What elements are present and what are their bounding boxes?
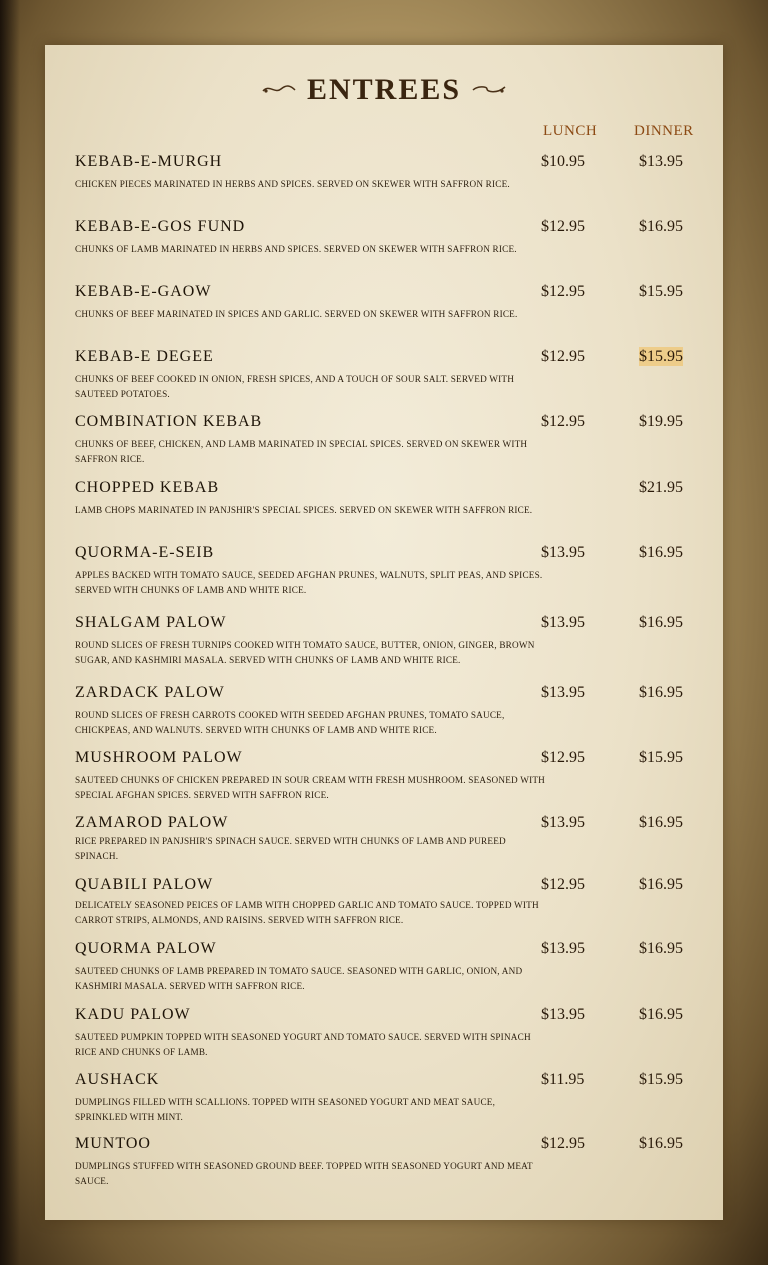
paper-edge-shadow (0, 0, 20, 1265)
item-name: MUNTOO (75, 1135, 151, 1152)
price-highlight: $15.95 (639, 348, 683, 365)
item-name: KADU PALOW (75, 1006, 191, 1023)
item-description: CHUNKS OF BEEF MARINATED IN SPICES AND GARLIC. SERVED ON SKEWER WITH SAFFRON RICE. (75, 309, 518, 319)
menu-page (45, 45, 723, 1220)
item-description: CHUNKS OF BEEF COOKED IN ONION, FRESH SPICES, AND A TOUCH OF SOUR SALT. SERVED WITH SAUTEED POTATOES. (75, 374, 515, 399)
item-name: KEBAB-E-MURGH (75, 153, 223, 170)
column-header-lunch: LUNCH (543, 123, 598, 139)
dinner-price: $16.95 (639, 876, 683, 893)
lunch-price: $12.95 (541, 413, 585, 430)
lunch-price: $12.95 (541, 876, 585, 893)
item-description: CHUNKS OF BEEF, CHICKEN, AND LAMB MARINATED IN SPECIAL SPICES. SERVED ON SKEWER WITH SAFFRON RICE. (75, 439, 528, 464)
item-name: KEBAB-E DEGEE (75, 348, 214, 365)
item-name: QUORMA-E-SEIB (75, 544, 215, 561)
lunch-price: $12.95 (541, 283, 585, 300)
item-description: DUMPLINGS FILLED WITH SCALLIONS. TOPPED WITH SEASONED YOGURT AND MEAT SAUCE, SPRINKLED WITH MINT. (75, 1097, 496, 1122)
dinner-price: $16.95 (639, 940, 683, 957)
item-description: SAUTEED PUMPKIN TOPPED WITH SEASONED YOGURT AND TOMATO SAUCE. SERVED WITH SPINACH RICE AND CHUNKS OF LAMB. (75, 1032, 531, 1057)
item-description: ROUND SLICES OF FRESH CARROTS COOKED WITH SEEDED AFGHAN PRUNES, TOMATO SAUCE, CHICKPEAS, AND WALNUTS. SERVED WITH CHUNKS OF LAMB AND WHITE RICE. (75, 710, 505, 735)
item-description: LAMB CHOPS MARINATED IN PANJSHIR'S SPECIAL SPICES. SERVED ON SKEWER WITH SAFFRON RICE. (75, 505, 533, 515)
dinner-price: $15.95 (639, 283, 683, 300)
dinner-price: $16.95 (639, 814, 683, 831)
item-description: APPLES BACKED WITH TOMATO SAUCE, SEEDED AFGHAN PRUNES, WALNUTS, SPLIT PEAS, AND SPICES. SERVED WITH CHUNKS OF LAMB AND WHITE RICE. (75, 570, 543, 595)
lunch-price: $11.95 (541, 1071, 585, 1088)
item-name: KEBAB-E-GAOW (75, 283, 212, 300)
lunch-price: $13.95 (541, 614, 585, 631)
dinner-price: $15.95 (639, 749, 683, 766)
item-description: DUMPLINGS STUFFED WITH SEASONED GROUND BEEF. TOPPED WITH SEASONED YOGURT AND MEAT SAUCE. (75, 1161, 533, 1186)
lunch-price: $13.95 (541, 814, 585, 831)
page-title: ENTREES (306, 73, 462, 106)
dinner-price: $15.95 (639, 1071, 683, 1088)
item-description: CHUNKS OF LAMB MARINATED IN HERBS AND SPICES. SERVED ON SKEWER WITH SAFFRON RICE. (75, 244, 517, 254)
dinner-price: $16.95 (639, 1006, 683, 1023)
dinner-price (639, 348, 683, 366)
column-header-dinner: DINNER (634, 123, 694, 139)
item-name: ZAMAROD PALOW (75, 814, 229, 831)
item-description: DELICATELY SEASONED PEICES OF LAMB WITH CHOPPED GARLIC AND TOMATO SAUCE. TOPPED WITH CARROT STRIPS, ALMONDS, AND RAISINS. SERVED WITH SAFFRON RICE. (75, 900, 539, 925)
item-name: CHOPPED KEBAB (75, 479, 220, 496)
item-name: ZARDACK PALOW (75, 684, 225, 701)
dinner-price: $13.95 (639, 153, 683, 170)
lunch-price: $12.95 (541, 218, 585, 235)
dinner-price: $21.95 (639, 479, 683, 496)
dinner-price: $16.95 (639, 544, 683, 561)
item-name: MUSHROOM PALOW (75, 749, 243, 766)
dinner-price: $16.95 (639, 684, 683, 701)
item-name: COMBINATION KEBAB (75, 413, 263, 430)
title-row (45, 73, 723, 113)
dinner-price: $19.95 (639, 413, 683, 430)
lunch-price: $12.95 (541, 749, 585, 766)
lunch-price: $10.95 (541, 153, 585, 170)
item-description: ROUND SLICES OF FRESH TURNIPS COOKED WITH TOMATO SAUCE, BUTTER, ONION, GINGER, BROWN SUGAR, AND KASHMIRI MASALA. SERVED WITH CHUNKS OF LAMB AND WHITE RICE. (75, 640, 535, 665)
lunch-price: $12.95 (541, 1135, 585, 1152)
item-description: CHICKEN PIECES MARINATED IN HERBS AND SPICES. SERVED ON SKEWER WITH SAFFRON RICE. (75, 179, 510, 189)
lunch-price: $12.95 (541, 348, 585, 365)
item-name: SHALGAM PALOW (75, 614, 227, 631)
item-name: KEBAB-E-GOS FUND (75, 218, 246, 235)
lunch-price: $13.95 (541, 684, 585, 701)
item-description: SAUTEED CHUNKS OF CHICKEN PREPARED IN SOUR CREAM WITH FRESH MUSHROOM. SEASONED WITH SPECIAL AFGHAN SPICES. SERVED WITH SAFFRON RICE. (75, 775, 545, 800)
dinner-price: $16.95 (639, 614, 683, 631)
dinner-price: $16.95 (639, 1135, 683, 1152)
item-name: QUORMA PALOW (75, 940, 217, 957)
lunch-price: $13.95 (541, 544, 585, 561)
item-name: QUABILI PALOW (75, 876, 214, 893)
flourish-left-icon (261, 80, 297, 101)
lunch-price: $13.95 (541, 1006, 585, 1023)
item-name: AUSHACK (75, 1071, 160, 1088)
dinner-price: $16.95 (639, 218, 683, 235)
lunch-price: $13.95 (541, 940, 585, 957)
item-description: RICE PREPARED IN PANJSHIR'S SPINACH SAUCE. SERVED WITH CHUNKS OF LAMB AND PUREED SPINACH. (75, 836, 506, 861)
item-description: SAUTEED CHUNKS OF LAMB PREPARED IN TOMATO SAUCE. SEASONED WITH GARLIC, ONION, AND KASHMIRI MASALA. SERVED WITH SAFFRON RICE. (75, 966, 523, 991)
flourish-right-icon (471, 80, 507, 101)
